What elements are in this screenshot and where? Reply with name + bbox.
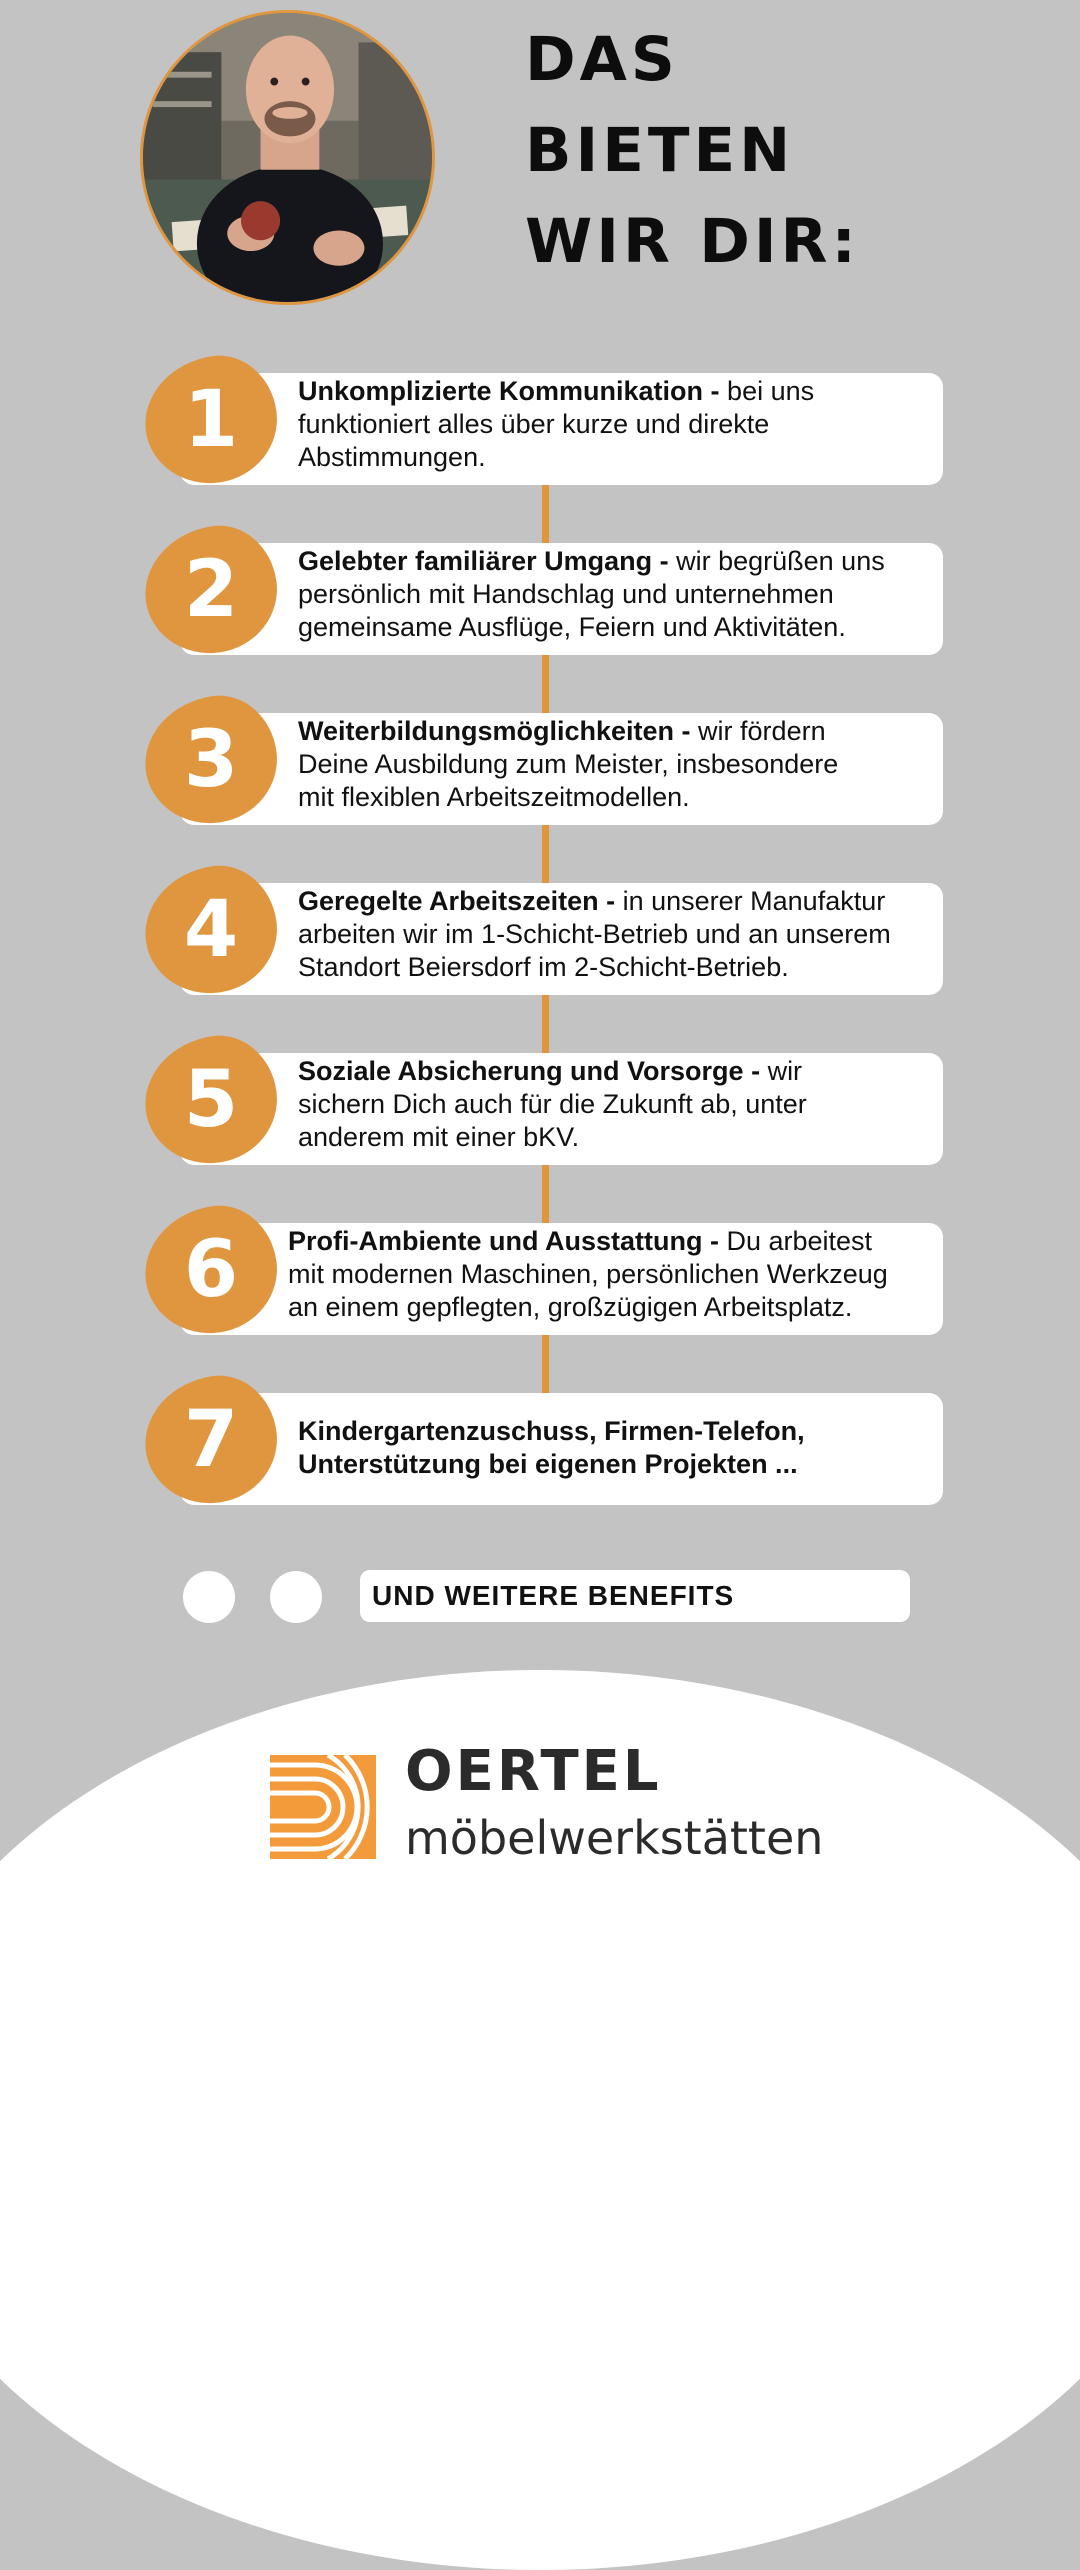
benefit-number: 1 bbox=[183, 375, 239, 465]
logo-brand: OERTEL bbox=[405, 1739, 662, 1804]
benefit-number: 5 bbox=[183, 1055, 239, 1145]
benefit-item-2 bbox=[0, 527, 1080, 657]
benefit-description: wir begrüßen uns persönlich mit Handschlag und unternehmen gemeinsame Ausflüge, Feiern und Aktivitäten. bbox=[298, 546, 885, 642]
benefit-number: 2 bbox=[183, 545, 239, 635]
benefit-text bbox=[298, 885, 946, 984]
benefit-number: 7 bbox=[183, 1395, 239, 1485]
benefit-title: Gelebter familiärer Umgang - bbox=[298, 546, 669, 576]
benefit-title: Kindergartenzuschuss, Firmen-Telefon, Unterstützung bei eigenen Projekten ... bbox=[298, 1416, 805, 1479]
benefit-item-4 bbox=[0, 867, 1080, 997]
benefit-text bbox=[298, 715, 946, 814]
benefit-number: 4 bbox=[183, 885, 239, 975]
benefit-item-5 bbox=[0, 1037, 1080, 1167]
workshop-photo bbox=[140, 10, 435, 305]
headline-line-3: WIR DIR: bbox=[525, 206, 860, 277]
benefit-title: Geregelte Arbeitszeiten - bbox=[298, 886, 616, 916]
decorative-dot bbox=[183, 1571, 235, 1623]
benefit-title: Profi-Ambiente und Ausstattung - bbox=[288, 1226, 719, 1256]
benefit-text bbox=[298, 1415, 946, 1481]
benefit-description: Du arbeitest mit modernen Maschinen, persönlichen Werkzeug an einem gepflegten, großzügigen Arbeitsplatz. bbox=[288, 1226, 888, 1322]
benefit-item-3 bbox=[0, 697, 1080, 827]
headline bbox=[525, 14, 860, 287]
benefit-number: 3 bbox=[183, 715, 239, 805]
benefit-title: Soziale Absicherung und Vorsorge - bbox=[298, 1056, 761, 1086]
oertel-logo-icon bbox=[270, 1755, 376, 1859]
benefit-item-1 bbox=[0, 357, 1080, 487]
benefit-text bbox=[288, 1225, 950, 1324]
benefit-description: wir fördern Deine Ausbildung zum Meister, insbesondere mit flexiblen Arbeitszeitmodellen. bbox=[298, 716, 839, 812]
decorative-dot bbox=[270, 1571, 322, 1623]
headline-line-1: DAS bbox=[525, 24, 679, 95]
benefit-item-6 bbox=[0, 1207, 1080, 1337]
benefit-title: Unkomplizierte Kommunikation - bbox=[298, 376, 720, 406]
footer-arc bbox=[0, 1670, 1080, 2570]
logo-subtitle: möbelwerkstätten bbox=[405, 1811, 824, 1865]
benefit-number: 6 bbox=[183, 1225, 239, 1315]
benefit-description: in unserer Manufaktur arbeiten wir im 1-Schicht-Betrieb und an unserem Standort Beiersdorf im 2-Schicht-Betrieb. bbox=[298, 886, 891, 982]
benefit-text bbox=[298, 545, 946, 644]
headline-line-2: BIETEN bbox=[525, 115, 795, 186]
benefit-text bbox=[298, 1055, 946, 1154]
benefit-description: bei uns funktioniert alles über kurze und direkte Abstimmungen. bbox=[298, 376, 815, 472]
craftsman-photo-illustration bbox=[143, 13, 432, 302]
benefit-text bbox=[298, 375, 946, 474]
benefit-title: Weiterbildungsmöglichkeiten - bbox=[298, 716, 691, 746]
more-benefits-label: UND WEITERE BENEFITS bbox=[360, 1570, 910, 1622]
benefit-description: wir sichern Dich auch für die Zukunft ab, unter anderem mit einer bKV. bbox=[298, 1056, 807, 1152]
benefit-item-7 bbox=[0, 1377, 1080, 1507]
